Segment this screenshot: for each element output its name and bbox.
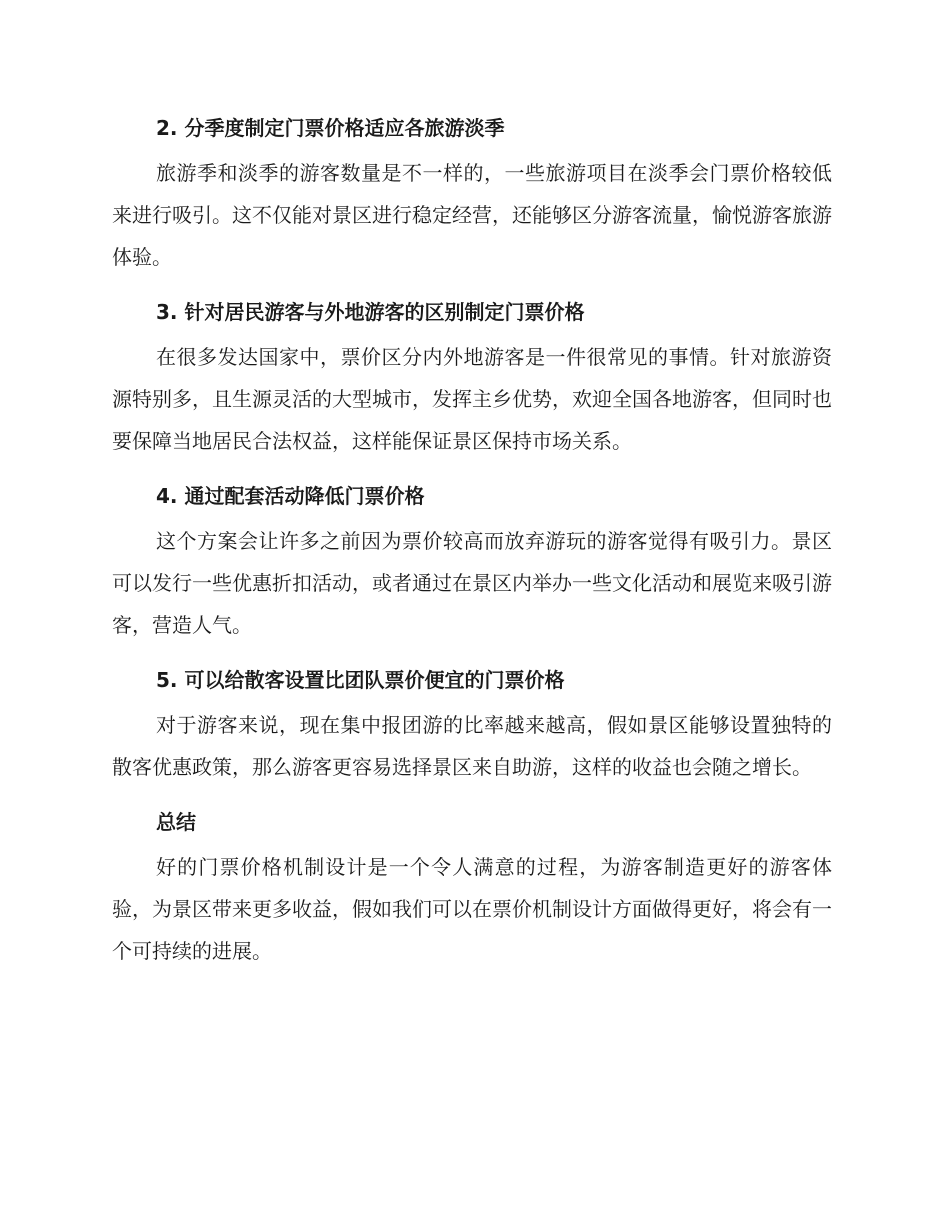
document-page bbox=[112, 112, 832, 972]
section-paragraph-individual-pricing: 对于游客来说，现在集中报团游的比率越来越高，假如景区能够设置独特的散客优惠政策，那么游客更容易选择景区来自助游，这样的收益也会随之增长。 bbox=[112, 713, 832, 779]
section-heading-individual-pricing: 5. 可以给散客设置比团队票价便宜的门票价格 bbox=[156, 668, 565, 692]
section-heading-resident-pricing: 3. 针对居民游客与外地游客的区别制定门票价格 bbox=[156, 300, 585, 324]
section-paragraph-activity-pricing: 这个方案会让许多之前因为票价较高而放弃游玩的游客觉得有吸引力。景区可以发行一些优惠折扣活动，或者通过在景区内举办一些文化活动和展览来吸引游客，营造人气。 bbox=[112, 529, 832, 637]
section-paragraph-summary: 好的门票价格机制设计是一个令人满意的过程，为游客制造更好的游客体验，为景区带来更多收益，假如我们可以在票价机制设计方面做得更好，将会有一个可持续的进展。 bbox=[112, 855, 832, 963]
section-heading-summary: 总结 bbox=[156, 810, 196, 834]
section-heading-activity-pricing: 4. 通过配套活动降低门票价格 bbox=[156, 484, 425, 508]
section-paragraph-resident-pricing: 在很多发达国家中，票价区分内外地游客是一件很常见的事情。针对旅游资源特别多，且生源灵活的大型城市，发挥主乡优势，欢迎全国各地游客，但同时也要保障当地居民合法权益，这样能保证景区保持市场关系。 bbox=[112, 345, 832, 453]
section-paragraph-seasonal-pricing: 旅游季和淡季的游客数量是不一样的，一些旅游项目在淡季会门票价格较低来进行吸引。这不仅能对景区进行稳定经营，还能够区分游客流量，愉悦游客旅游体验。 bbox=[112, 161, 832, 269]
section-heading-seasonal-pricing: 2. 分季度制定门票价格适应各旅游淡季 bbox=[156, 116, 505, 140]
